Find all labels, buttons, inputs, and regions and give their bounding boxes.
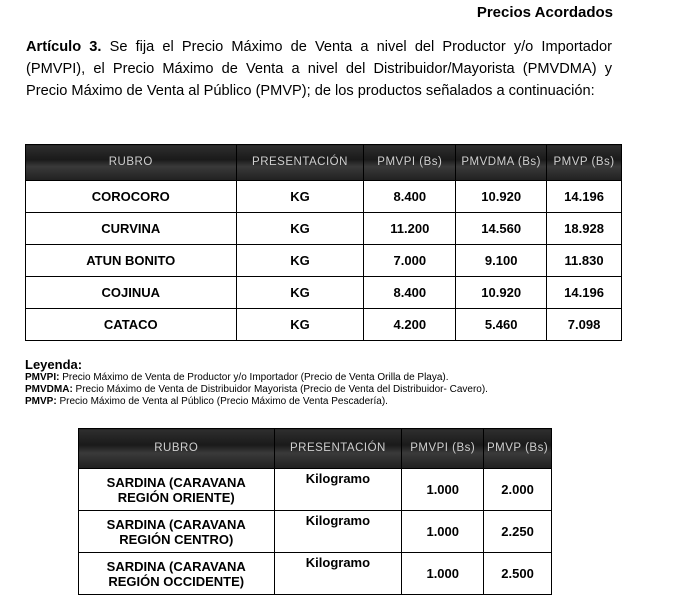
legend: [25, 357, 488, 408]
article-paragraph: [26, 36, 612, 102]
cell-pmvp: 2.500: [484, 553, 552, 595]
cell-presentacion: Kilogramo: [274, 469, 402, 511]
legend-term: PMVP:: [25, 396, 57, 407]
cell-presentacion: KG: [236, 277, 364, 309]
table-row: [26, 277, 622, 309]
cell-presentacion: KG: [236, 181, 364, 213]
article-text: Se fija el Precio Máximo de Venta a nivel del Productor y/o Importador (PMVPI), el Precio Máximo de Venta a nivel del Distribuidor/Mayorista (PMVDMA) y Precio Máximo de Venta al Público (PMVP); de los productos señalados a continuación:: [26, 39, 612, 99]
legend-desc: Precio Máximo de Venta de Distribuidor Mayorista (Precio de Venta del Distribuidor- Cavero).: [72, 384, 488, 395]
cell-pmvdma: 10.920: [456, 277, 547, 309]
table-row: [79, 553, 552, 595]
table-row: [26, 181, 622, 213]
legend-title: Leyenda:: [25, 357, 83, 372]
table-row: [26, 245, 622, 277]
header-pmvp: PMVP (Bs): [547, 145, 622, 181]
cell-presentacion: KG: [236, 309, 364, 341]
legend-term: PMVDMA:: [25, 384, 73, 395]
cell-rubro: SARDINA (CARAVANA REGIÓN CENTRO): [79, 511, 275, 553]
cell-presentacion: Kilogramo: [274, 511, 402, 553]
table-row: [26, 309, 622, 341]
cell-pmvdma: 14.560: [456, 213, 547, 245]
cell-rubro: COJINUA: [26, 277, 237, 309]
header-pmvp: PMVP (Bs): [484, 429, 552, 469]
cell-pmvp: 14.196: [547, 181, 622, 213]
cell-pmvpi: 1.000: [402, 511, 484, 553]
cell-rubro: ATUN BONITO: [26, 245, 237, 277]
cell-pmvpi: 8.400: [364, 181, 456, 213]
cell-pmvpi: 1.000: [402, 469, 484, 511]
cell-pmvp: 7.098: [547, 309, 622, 341]
cell-presentacion: Kilogramo: [274, 553, 402, 595]
table-header-row: [26, 145, 622, 181]
cell-pmvp: 18.928: [547, 213, 622, 245]
cell-pmvdma: 9.100: [456, 245, 547, 277]
cell-pmvdma: 5.460: [456, 309, 547, 341]
cell-presentacion: KG: [236, 245, 364, 277]
legend-desc: Precio Máximo de Venta de Productor y/o Importador (Precio de Venta Orilla de Playa).: [59, 372, 449, 383]
legend-item: [25, 396, 488, 408]
cell-pmvp: 11.830: [547, 245, 622, 277]
cell-pmvpi: 7.000: [364, 245, 456, 277]
prices-table-sardina: [78, 428, 552, 595]
legend-item: [25, 384, 488, 396]
table-row: [26, 213, 622, 245]
article-label: Artículo 3.: [26, 39, 102, 55]
legend-term: PMVPI:: [25, 372, 60, 383]
legend-desc: Precio Máximo de Venta al Público (Precio Máximo de Venta Pescadería).: [56, 396, 388, 407]
cell-pmvpi: 8.400: [364, 277, 456, 309]
prices-table-main: [25, 144, 622, 341]
cell-pmvpi: 4.200: [364, 309, 456, 341]
header-pmvpi: PMVPI (Bs): [364, 145, 456, 181]
header-rubro: RUBRO: [79, 429, 275, 469]
cell-rubro: SARDINA (CARAVANA REGIÓN ORIENTE): [79, 469, 275, 511]
table-row: [79, 469, 552, 511]
cell-pmvdma: 10.920: [456, 181, 547, 213]
table-row: [79, 511, 552, 553]
cell-rubro: COROCORO: [26, 181, 237, 213]
legend-item: [25, 372, 488, 384]
cell-rubro: CATACO: [26, 309, 237, 341]
cell-rubro: SARDINA (CARAVANA REGIÓN OCCIDENTE): [79, 553, 275, 595]
header-pmvpi: PMVPI (Bs): [402, 429, 484, 469]
header-presentacion: PRESENTACIÓN: [274, 429, 402, 469]
cell-pmvpi: 11.200: [364, 213, 456, 245]
table-header-row: [79, 429, 552, 469]
cell-pmvp: 2.000: [484, 469, 552, 511]
cell-pmvpi: 1.000: [402, 553, 484, 595]
cell-presentacion: KG: [236, 213, 364, 245]
header-presentacion: PRESENTACIÓN: [236, 145, 364, 181]
page-heading: Precios Acordados: [476, 4, 613, 21]
cell-pmvp: 14.196: [547, 277, 622, 309]
header-pmvdma: PMVDMA (Bs): [456, 145, 547, 181]
cell-rubro: CURVINA: [26, 213, 237, 245]
header-rubro: RUBRO: [26, 145, 237, 181]
cell-pmvp: 2.250: [484, 511, 552, 553]
